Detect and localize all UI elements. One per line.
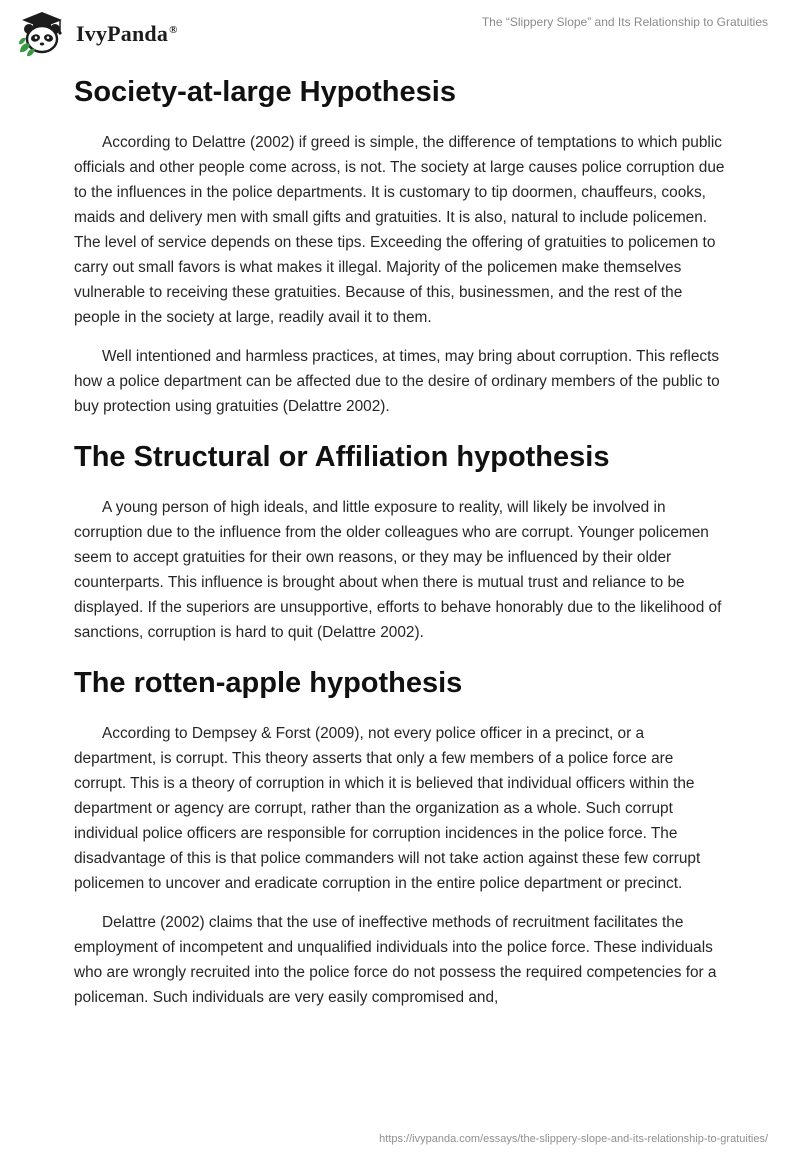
section-structural-affiliation <box>74 439 726 645</box>
section-heading: The Structural or Affiliation hypothesis <box>74 441 610 473</box>
section-heading: The rotten-apple hypothesis <box>74 667 463 699</box>
section-rotten-apple <box>74 665 726 1010</box>
ivypanda-logo[interactable] <box>16 8 178 60</box>
paragraph: A young person of high ideals, and little exposure to reality, will likely be involved in corruption due to the influence from the older colleagues who are corrupt. Younger policemen seem to accept gratuities for their own reasons, or they may be influenced by their older counterparts. This influence is brought about when there is mutual trust and reliance to be displayed. If the superiors are unsupportive, efforts to behave honorably due to the likelihood of sanctions, corruption is hard to quit (Delattre 2002). <box>74 499 722 641</box>
section-society-at-large <box>74 74 726 419</box>
brand-name: IvyPanda <box>76 21 169 46</box>
paragraph: Delattre (2002) claims that the use of ineffective methods of recruitment facilitates the employment of incompetent and unqualified individuals into the police force. These individuals who are wrongly recruited into the police force do not possess the required competencies for a policeman. Such individuals are very easily compromised and, <box>74 914 717 1006</box>
source-url[interactable]: https://ivypanda.com/essays/the-slippery-slope-and-its-relationship-to-gratuities/ <box>379 1133 768 1145</box>
document-title: The “Slippery Slope” and Its Relationship to Gratuities <box>481 15 768 29</box>
paragraph: Well intentioned and harmless practices, at times, may bring about corruption. This reflects how a police department can be affected due to the desire of ordinary members of the public to buy protection using gratuities (Delattre 2002). <box>74 348 720 415</box>
paragraph: According to Dempsey & Forst (2009), not every police officer in a precinct, or a department, is corrupt. This theory asserts that only a few members of a police force are corrupt. This is a theory of corruption in which it is believed that individual officers within the department or agency are corrupt, rather than the organization as a whole. Such corrupt individual police officers are responsible for corruption incidences in the police force. The disadvantage of this is that police commanders will not take action against these few corrupt policemen to uncover and eradicate corruption in the entire police department or precinct. <box>74 725 701 892</box>
essay-content <box>74 74 726 1024</box>
panda-graduate-icon <box>16 8 68 60</box>
page-header <box>0 0 800 70</box>
registered-mark: ® <box>169 23 178 36</box>
paragraph: According to Delattre (2002) if greed is simple, the difference of temptations to which public officials and other people come across, is not. The society at large causes police corruption due to the influences in the police departments. It is customary to tip doormen, chauffeurs, cooks, maids and delivery men with small gifts and gratuities. It is also, natural to include policemen. The level of service depends on these tips. Exceeding the offering of gratuities to policemen to carry out small favors is what makes it illegal. Majority of the policemen make themselves vulnerable to receiving these gratuities. Because of this, businessmen, and the rest of the people in the society at large, readily avail it to them. <box>74 134 725 326</box>
section-heading: Society-at-large Hypothesis <box>74 76 456 108</box>
